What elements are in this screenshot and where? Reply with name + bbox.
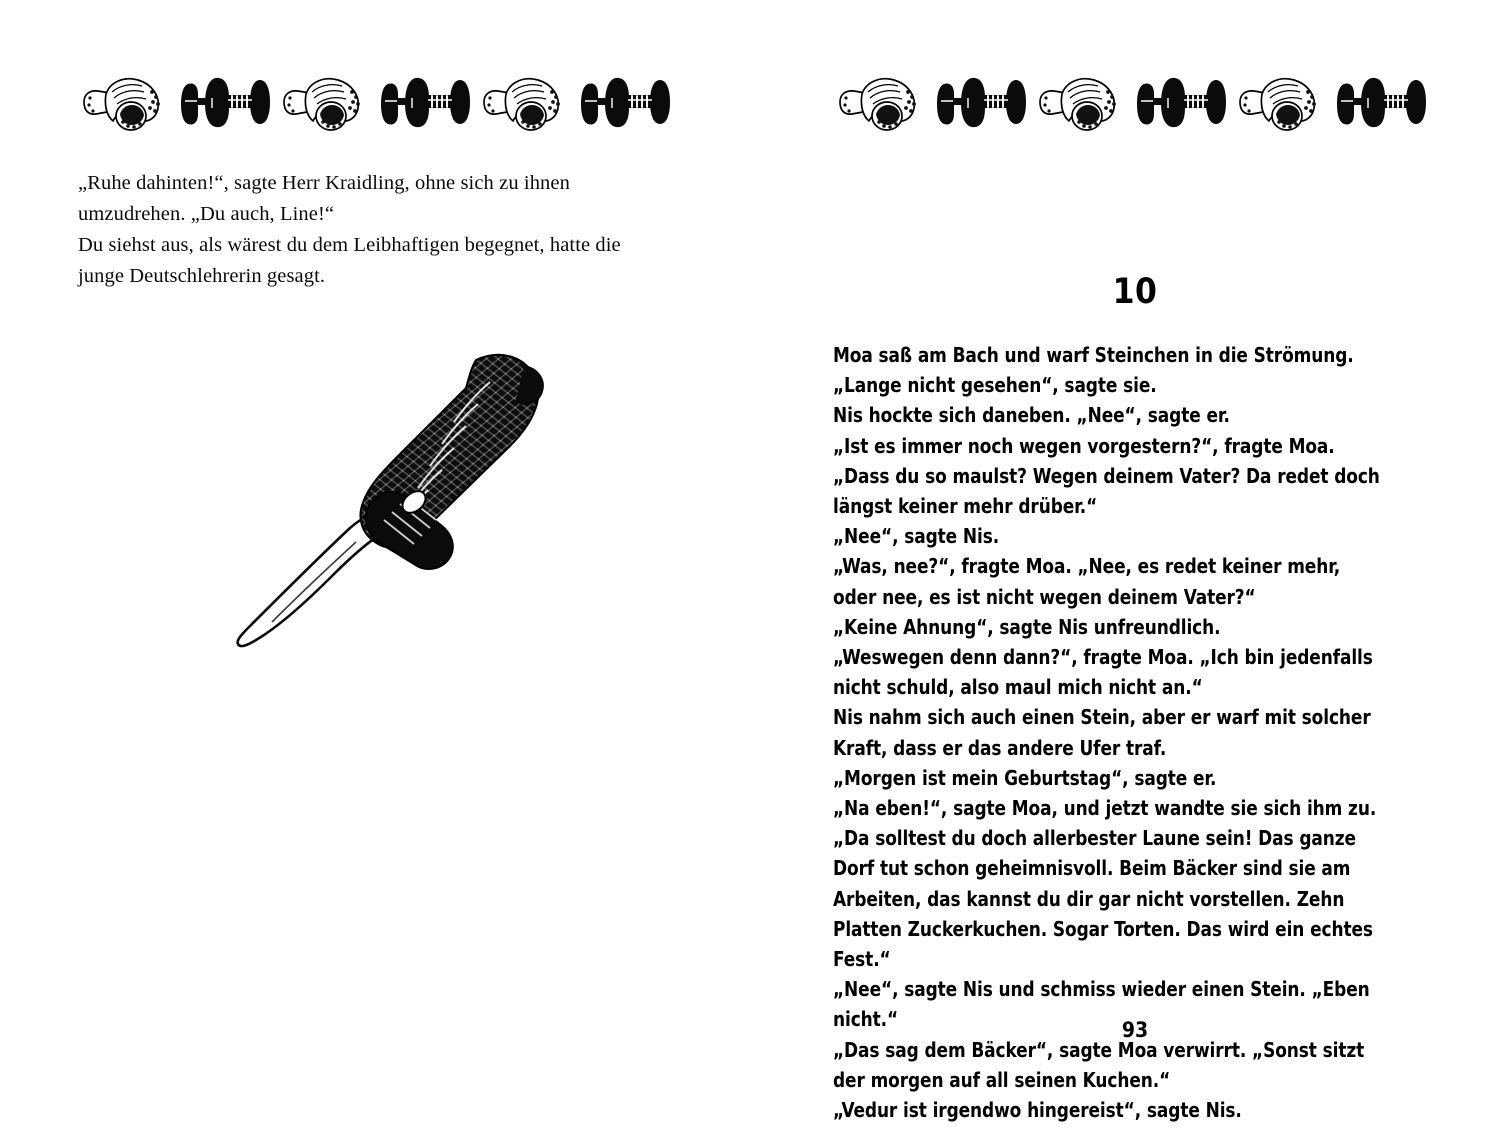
right-page [833, 0, 1443, 1140]
paragraph: „Morgen ist mein Geburtstag“, sagte er. [833, 765, 1217, 790]
right-page-body-text [833, 340, 1385, 1125]
ornament-strip-left [76, 68, 676, 134]
paragraph: „Das sag dem Bäcker“, sagte Moa verwirrt. „Sonst sitzt der morgen auf all seinen Kuchen.“ [833, 1037, 1365, 1092]
paragraph: „Ruhe dahinten!“, sagte Herr Kraidling, ohne sich zu ihnen umzudrehen. „Du auch, Line!“ [78, 172, 570, 225]
paragraph: Nis nahm sich auch einen Stein, aber er warf mit solcher Kraft, dass er das andere Ufer traf. [833, 705, 1371, 760]
left-page [78, 0, 678, 1140]
paragraph: „Na eben!“, sagte Moa, und jetzt wandte sie sich ihm zu. „Da solltest du doch allerbester Laune sein! Das ganze Dorf tut schon geheimnisvoll. Beim Bäcker sind sie am Arbeiten, das kannst du dir gar nicht vorstellen. Zehn Platten Zuckerkuchen. Sogar Torten. Das wird ein echtes Fest.“ [833, 796, 1377, 972]
paragraph: „Ist es immer noch wegen vorgestern?“, fragte Moa. „Dass du so maulst? Wegen deinem Vater? Da redet doch längst keiner mehr drüber.“ [833, 433, 1380, 519]
hatched-curved-ornament-icon [1032, 68, 1132, 134]
paragraph: „Nee“, sagte Nis und schmiss wieder einen Stein. „Eben nicht.“ [833, 977, 1370, 1032]
paragraph: „Lange nicht gesehen“, sagte sie. [833, 373, 1157, 398]
paragraph: „Was, nee?“, fragte Moa. „Nee, es redet keiner mehr, oder nee, es ist nicht wegen deinem Vater?“ [833, 554, 1341, 609]
ornament-strip-right [832, 68, 1432, 134]
hatched-curved-ornament-icon [276, 68, 376, 134]
paragraph: „Vedur ist irgendwo hingereist“, sagte Nis. [833, 1098, 1242, 1123]
hatched-curved-ornament-icon [1232, 68, 1332, 134]
paragraph: „Keine Ahnung“, sagte Nis unfreundlich. [833, 614, 1221, 639]
paragraph: Moa saß am Bach und warf Steinchen in die Strömung. [833, 343, 1354, 367]
dark-bolt-ornament-icon [1332, 68, 1432, 134]
dark-bolt-ornament-icon [1132, 68, 1232, 134]
paragraph: Nis hockte sich daneben. „Nee“, sagte er. [833, 403, 1230, 428]
paragraph: „Weswegen denn dann?“, fragte Moa. „Ich bin jedenfalls nicht schuld, also maul mich nicht an.“ [833, 645, 1373, 700]
dark-bolt-ornament-icon [176, 68, 276, 134]
hatched-curved-ornament-icon [832, 68, 932, 134]
left-page-body-text [78, 168, 670, 292]
paragraph: „Nee“, sagte Nis. [833, 524, 1000, 549]
paragraph: Du siehst aus, als wärest du dem Leibhaftigen begegnet, hatte die junge Deutschlehrerin gesagt. [78, 234, 621, 287]
dark-bolt-ornament-icon [376, 68, 476, 134]
page-number: 93 [1121, 1018, 1149, 1042]
dark-bolt-ornament-icon [576, 68, 676, 134]
hatched-curved-ornament-icon [476, 68, 576, 134]
knife-illustration [228, 330, 618, 660]
chapter-number: 10 [1112, 272, 1158, 312]
dark-bolt-ornament-icon [932, 68, 1032, 134]
hatched-curved-ornament-icon [76, 68, 176, 134]
